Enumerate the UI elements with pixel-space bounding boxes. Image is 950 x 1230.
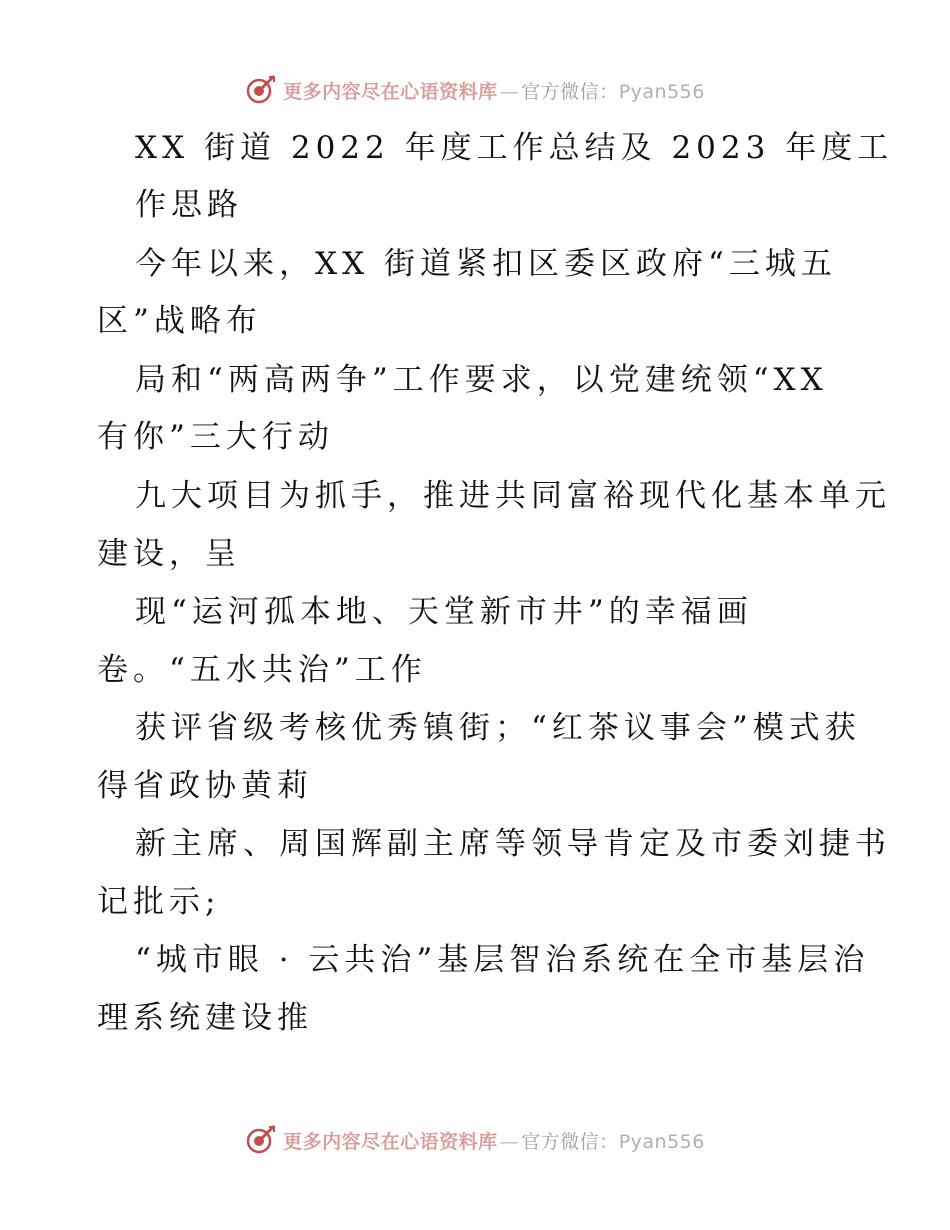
watermark-site-text: 更多内容尽在心语资料库	[283, 1130, 498, 1153]
watermark-label: 官方微信：	[521, 80, 619, 103]
watermark-separator: —	[499, 1130, 520, 1153]
text-line: 新主席、周国辉副主席等领导肯定及市委刘捷书	[135, 826, 891, 862]
text-line: 区”战略布	[97, 303, 262, 339]
header-watermark	[0, 70, 950, 110]
watermark-wechat-id: Pyan556	[618, 80, 705, 103]
watermark-site-text: 更多内容尽在心语资料库	[283, 80, 498, 103]
text-line: 作思路	[135, 187, 243, 223]
pen-logo-icon	[245, 1124, 277, 1156]
text-line: 九大项目为抓手，推进共同富裕现代化基本单元	[135, 478, 891, 514]
text-line: XX 街道 2022 年度工作总结及 2023 年度工	[135, 130, 894, 166]
text-line: 建设，呈	[97, 536, 241, 572]
text-line: 得省政协黄莉	[97, 768, 313, 804]
text-line: 卷。“五水共治”工作	[97, 652, 427, 688]
pen-logo-icon	[245, 74, 277, 106]
text-line: 理系统建设推	[97, 1000, 313, 1036]
text-line: 局和“两高两争”工作要求，以党建统领“XX	[135, 362, 828, 398]
watermark-label: 官方微信：	[521, 1130, 619, 1153]
text-line: 记批示;	[97, 884, 221, 920]
text-line: 现“运河孤本地、天堂新市井”的幸福画	[135, 594, 753, 630]
footer-watermark	[0, 1120, 950, 1160]
text-line: 获评省级考核优秀镇街；“红茶议事会”模式获	[135, 710, 861, 746]
text-line: 有你”三大行动	[97, 419, 334, 455]
watermark-wechat-id: Pyan556	[618, 1130, 705, 1153]
text-line: “城市眼 · 云共治”基层智治系统在全市基层治	[135, 942, 870, 978]
watermark-separator: —	[499, 80, 520, 103]
text-line: 今年以来，XX 街道紧扣区委区政府“三城五	[135, 246, 837, 282]
